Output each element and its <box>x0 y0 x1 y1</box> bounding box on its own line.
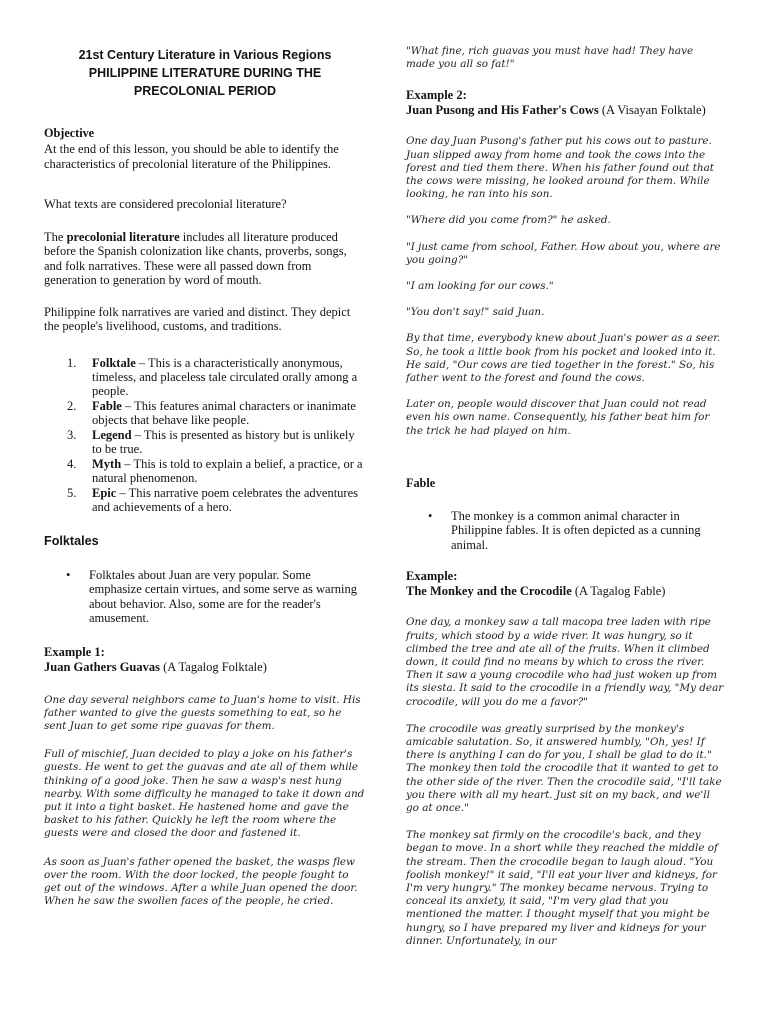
example1-label: Example 1: <box>44 644 105 659</box>
fable-heading: Fable <box>406 475 436 490</box>
example3-paragraph-3: The monkey sat firmly on the crocodile's back, and they began to move. In a short while they reached the middle of the stream. Then the crocodile began to laugh aloud. "You foolish monkey!" it said, "I'll eat your liver and kidneys, for I'm very hungry." The monkey became nervous. Trying to conceal its anxiety, it said, "I'm very glad that you mentioned the matter. I thought myself that you might be hungry, so I have prepared my liver and kidneys for your dinner. Unfortunately, in our <box>406 829 718 947</box>
list-item: 2. Fable – This features animal characters or inanimate objects that behave like people. <box>67 398 356 427</box>
folk-narratives-intro: Philippine folk narratives are varied and distinct. They depict the people's livelihood, customs, and traditions. <box>44 304 351 333</box>
lesson-title-line1: PHILIPPINE LITERATURE DURING THE <box>88 66 322 80</box>
example2-paragraph-2: "Where did you come from?" he asked. <box>406 214 611 227</box>
narrative-types-list <box>44 356 366 514</box>
list-item: 5. Epic – This narrative poem celebrates the adventures and achievements of a hero. <box>67 485 358 514</box>
example2-paragraph-1: One day Juan Pusong's father put his cows out to pasture. Juan slipped away from home and took the cows into the forest and tied them there. When his father found out that the cows were missing, he looked around for them. While looking, he ran into his son. <box>406 135 714 201</box>
example2-label: Example 2: <box>406 88 467 103</box>
objective-heading: Objective <box>44 126 95 140</box>
example3-paragraph-1: One day, a monkey saw a tall macopa tree laden with ripe fruits, which stood by a wide river. It was hungry, so it climbed the tree and ate all of the fruits. When it climbed down, it could find no means by which to cross the river. Then it saw a young crocodile who had just woken up from its siesta. It said to the crocodile in a friendly way, "My dear crocodile, will you do me a favor?" <box>406 616 724 708</box>
example1-closing: "What fine, rich guavas you must have had! They have made you all so fat!" <box>406 45 694 71</box>
list-item: 1. Folktale – This is a characteristically anonymous, timeless, and placeless tale circulated orally among a people. <box>67 355 358 398</box>
folktales-bullet: • Folktales about Juan are very popular. Some emphasize certain virtues, and some serve as warning about behavior. Also, some are for the reader's amusement. <box>66 567 357 625</box>
list-item: 3. Legend – This is presented as history but is unlikely to be true. <box>67 427 355 456</box>
list-item: 4. Myth – This is told to explain a belief, a practice, or a natural phenomenon. <box>67 456 363 485</box>
bullet-icon: • <box>428 508 433 523</box>
bullet-icon: • <box>66 567 71 582</box>
example1-title: Juan Gathers Guavas (A Tagalog Folktale) <box>44 659 267 674</box>
example1-paragraph-3: As soon as Juan's father opened the basket, the wasps flew over the room. With the door locked, the people fought to get out of the windows. After a while Juan opened the door. When he saw the swollen faces of the people, he cried. <box>44 855 358 908</box>
example1-paragraph-2: Full of mischief, Juan decided to play a joke on his father's guests. He went to get the guavas and ate all of them while thinking of a good joke. Then he saw a wasp's nest hung nearby. With some difficulty he managed to take it down and put it into a tight basket. He hastened home and gave the basket to his father. Quickly he left the room where the guests were and closed the door and fastened it. <box>44 748 365 840</box>
example2-title: Juan Pusong and His Father's Cows (A Visayan Folktale) <box>406 103 706 118</box>
definition-paragraph: The precolonial literature includes all literature produced before the Spanish colonization like chants, proverbs, songs, and folk narratives. These were all passed down from generation to generation by word of mouth. <box>44 229 347 287</box>
example2-paragraph-3: "I just came from school, Father. How about you, where are you going?" <box>406 240 721 266</box>
example2-paragraph-7: Later on, people would discover that Juan could not read even his own name. Consequently, his father beat him for the trick he had played on him. <box>406 398 710 437</box>
folktales-heading: Folktales <box>44 533 99 548</box>
example3-label: Example: <box>406 569 458 584</box>
fable-bullet: • The monkey is a common animal character in Philippine fables. It is often depicted as a cunning animal. <box>428 508 701 552</box>
example1-paragraph-1: One day several neighbors came to Juan's home to visit. His father wanted to give the guests something to eat, so he sent Juan to get some ripe guavas for them. <box>44 693 361 732</box>
example2-paragraph-6: By that time, everybody knew about Juan's power as a seer. So, he took a little book from his pocket and looked into it. He said, "Our cows are tied together in the forest." So, his father went to the forest and found the cows. <box>406 332 721 385</box>
lesson-title-line2: PRECOLONIAL PERIOD <box>133 84 277 98</box>
definition-term: precolonial literature <box>66 229 180 244</box>
course-title: 21st Century Literature in Various Regions <box>78 48 332 62</box>
right-column <box>406 0 724 948</box>
example2-paragraph-5: "You don't say!" said Juan. <box>406 306 545 319</box>
example2-paragraph-4: "I am looking for our cows." <box>406 280 554 293</box>
example3-title: The Monkey and the Crocodile (A Tagalog Fable) <box>406 584 666 599</box>
left-column <box>44 0 366 908</box>
question-text: What texts are considered precolonial literature? <box>44 197 287 211</box>
objective-text: At the end of this lesson, you should be able to identify the characteristics of precolonial literature of the Philippines. <box>44 142 339 171</box>
example3-paragraph-2: The crocodile was greatly surprised by the monkey's amicable salutation. So, it answered humbly, "Oh, yes! If there is anything I can do for you, I shall be glad to do it." The monkey then told the crocodile that it wanted to get to the other side of the river. Then the crocodile said, "I'll take you there with all my heart. Just sit on my back, and we'll go at once." <box>406 722 722 814</box>
